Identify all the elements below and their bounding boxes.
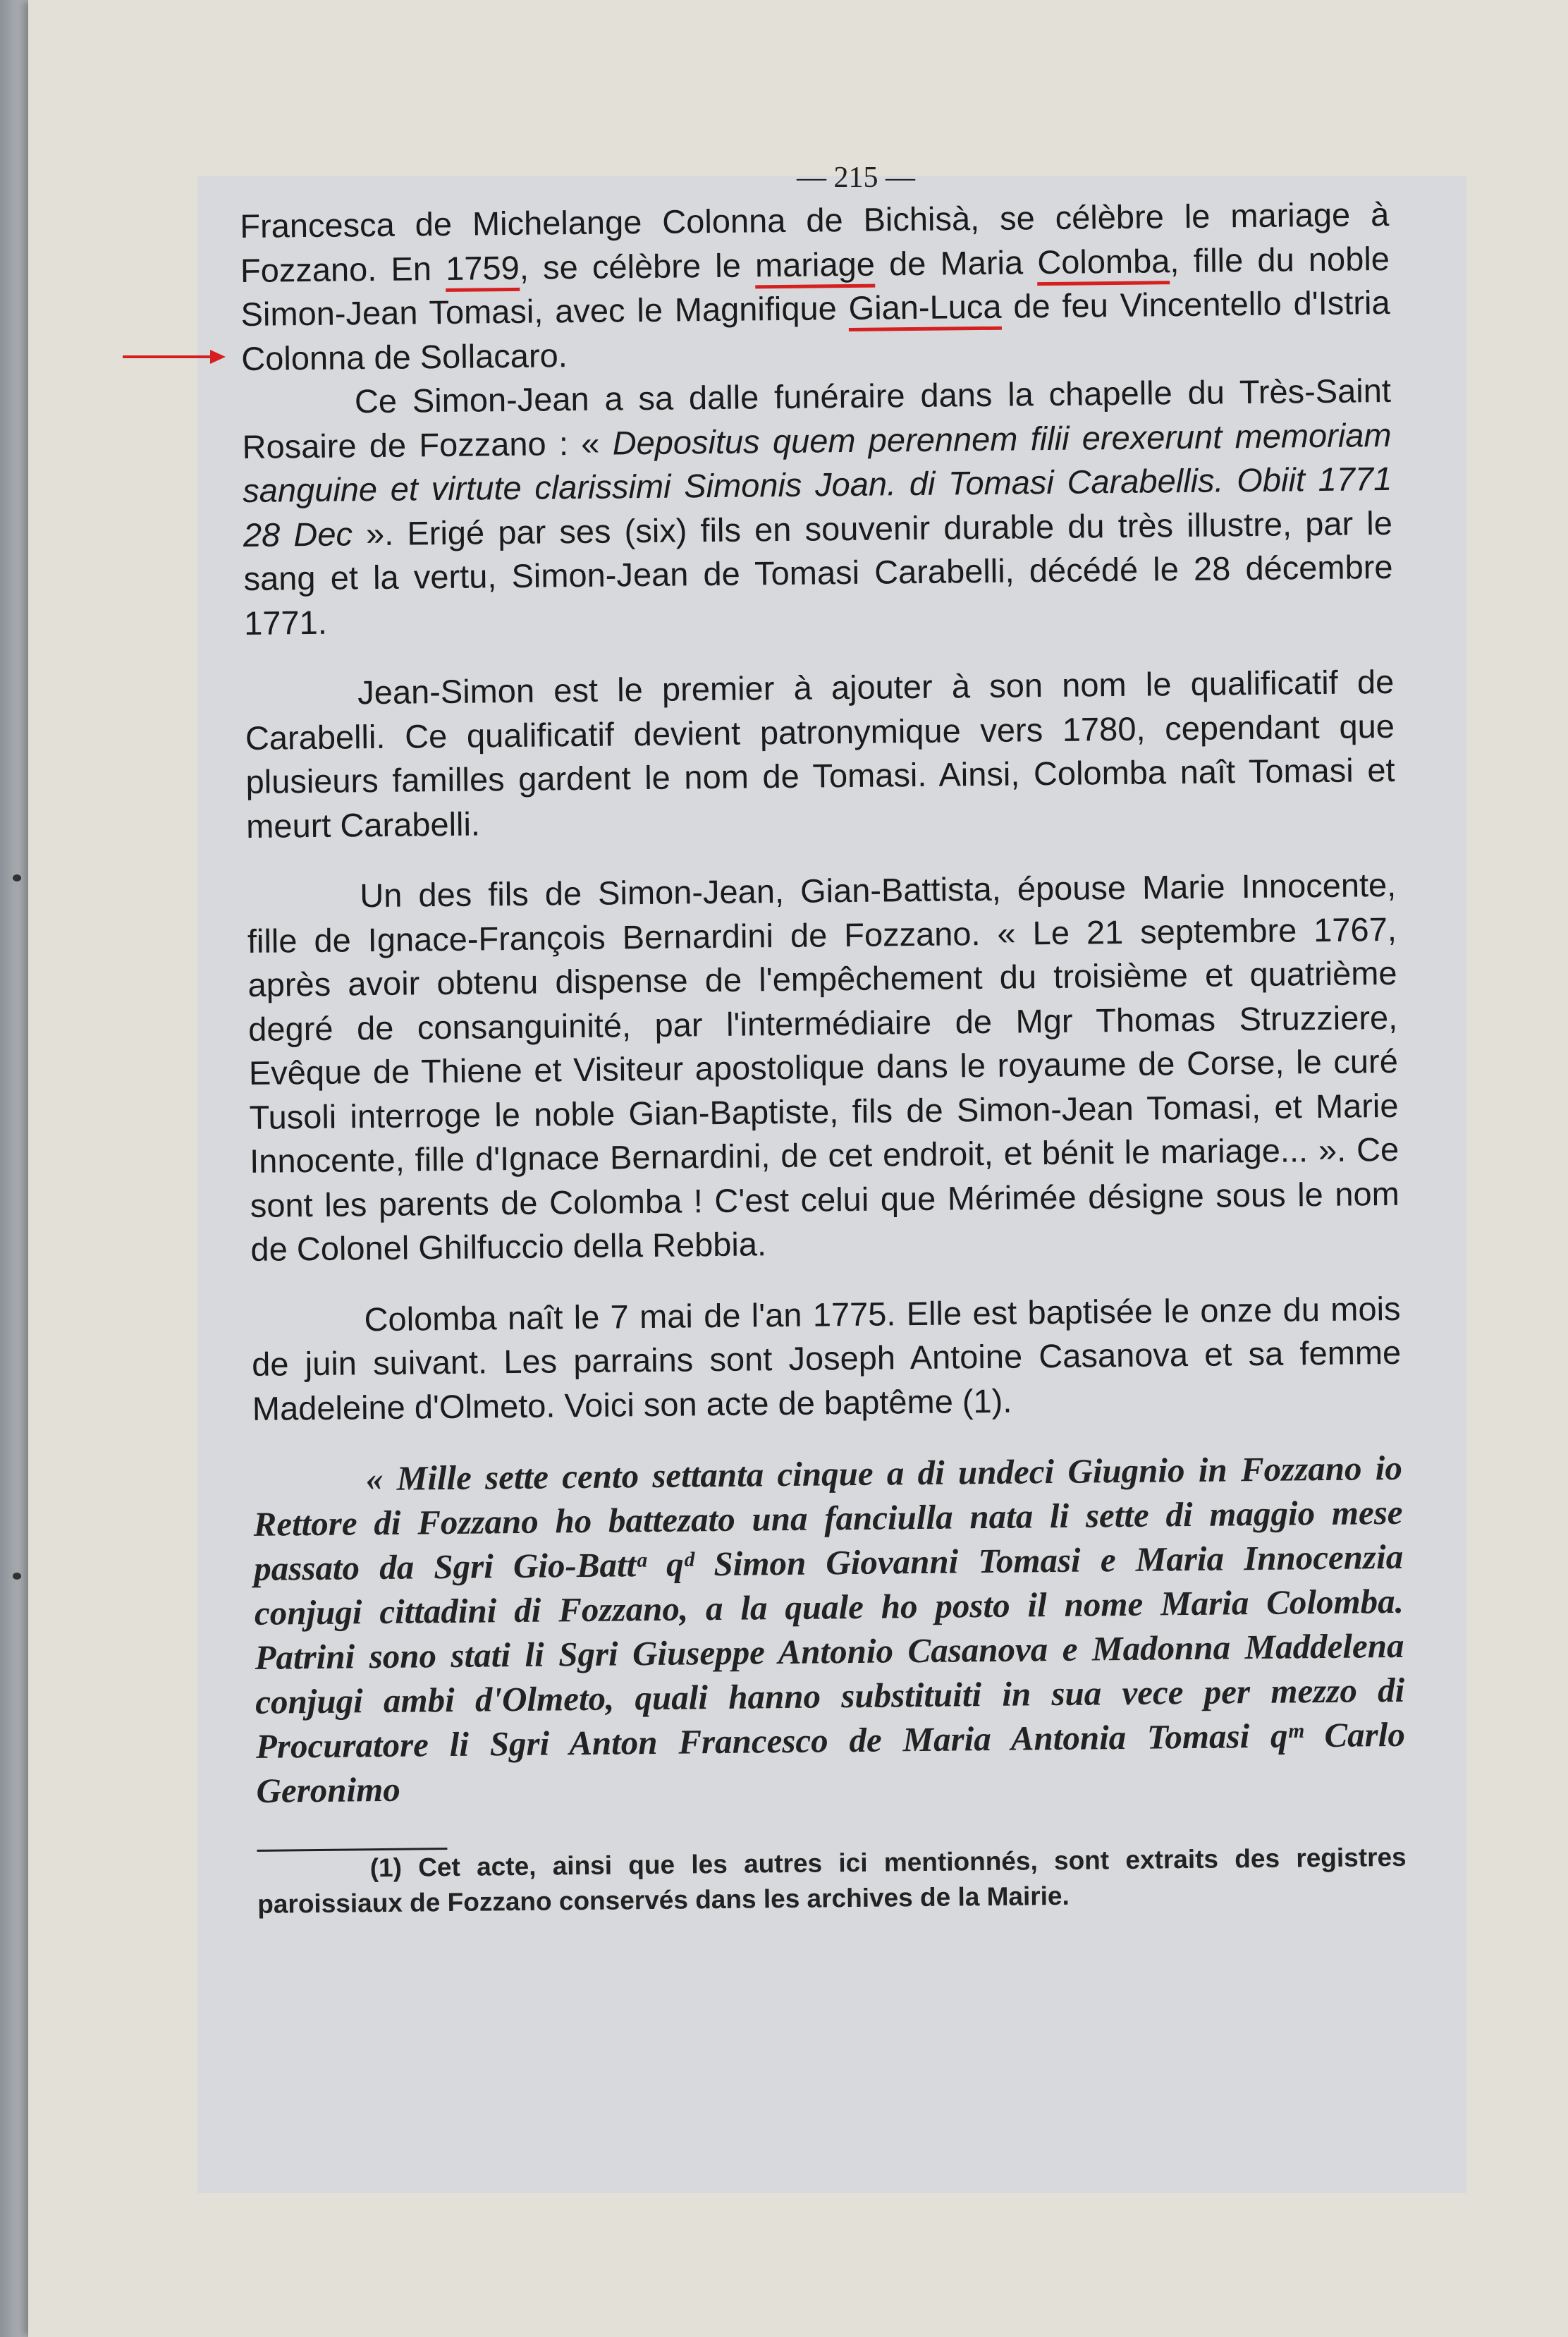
page-number: — 215 —	[797, 161, 915, 194]
underlined-colomba: Colomba	[1037, 242, 1170, 286]
underlined-mariage: mariage	[755, 245, 875, 288]
paragraph-1: Francesca de Michelange Colonna de Bichisà, se célèbre le mariage à Fozzano. En 1759, se célèbre le mariage de Maria Colomba, fille du noble Simon-Jean Tomasi, avec le Magnifique Gian-Luca de feu Vincentello d'Istria Colonna de Sollacaro.	[240, 195, 1390, 377]
underlined-gian-luca: Gian-Luca	[848, 288, 1001, 331]
paragraph-5: Colomba naît le 7 mai de l'an 1775. Elle est baptisée le onze du mois de juin suivant. Les parrains sont Joseph Antoine Casanova et sa femme Madeleine d'Olmeto. Voici son acte de baptême (1).	[251, 1289, 1402, 1427]
paragraph-3: Jean-Simon est le premier à ajouter à son nom le qualificatif de Carabelli. Ce qualificatif devient patronymique vers 1780, cependant que plusieurs familles gardent le nom de Tomasi. Ainsi, Colomba naît Tomasi et meurt Carabelli.	[245, 662, 1395, 845]
paragraph-4: Un des fils de Simon-Jean, Gian-Battista, épouse Marie Innocente, fille de Ignace-François Bernardini de Fozzano. « Le 21 septembre 1767, après avoir obtenu dispense de l'empêchement du troisième et quatrième degré de consanguinité, par l'intermédiaire de Mgr Thomas Struzziere, Evêque de Thiene et Visiteur apostolique dans le royaume de Corse, le curé Tusoli interroge le noble Gian-Baptiste, fils de Simon-Jean Tomasi, et Marie Innocente, fille d'Ignace Bernardini, de cet endroit, et bénit le mariage... ». Ce sont les parents de Colomba ! C'est celui que Mérimée désigne sous le nom de Colonel Ghilfuccio della Rebbia.	[247, 865, 1400, 1268]
binding-hole	[13, 1573, 21, 1580]
red-arrow-icon	[121, 343, 227, 371]
latin-inscription: Depositus quem perennem filii erexerunt memoriam sanguine et virtute clarissimi Simonis Joan. di Tomasi Carabellis. Obiit 1771 28 Dec	[242, 415, 1392, 554]
paragraph-2: Ce Simon-Jean a sa dalle funéraire dans la chapelle du Très-Saint Rosaire de Fozzano : « Depositus quem perennem filii erexerunt memoriam sanguine et virtute clarissimi Simonis Joan. di Tomasi Carabellis. Obiit 1771 28 Dec ». Erigé par ses (six) fils en souvenir durable du très illustre, par le sang et la vertu, Simon-Jean de Tomasi Carabelli, décédé le 28 décembre 1771.	[242, 371, 1393, 642]
footnote: (1) Cet acte, ainsi que les autres ici mentionnés, sont extraits des registres paroissiaux de Fozzano conservés dans les archives de la Mairie.	[257, 1842, 1407, 1919]
binding-hole	[13, 874, 21, 881]
page-text	[240, 193, 1407, 1922]
underlined-year: 1759	[446, 248, 520, 291]
binding-edge	[0, 0, 28, 2337]
baptism-record-quote: « Mille sette cento settanta cinque a di undeci Giugnio in Fozzano io Rettore di Fozzano ho battezato una fanciulla nata li sette di maggio mese passato da Sgri Gio-Battᵃ qᵈ Simon Giovanni Tomasi e Maria Innocenzia conjugi cittadini di Fozzano, a la quale ho posto il nome Maria Colomba. Patrini sono stati li Sgri Giuseppe Antonio Casanova e Madonna Maddelena conjugi ambi d'Olmeto, quali hanno substituiti in sua vece per mezzo di Procuratore li Sgri Anton Francesco de Maria Antonia Tomasi qᵐ Carlo Geronimo	[253, 1448, 1406, 1810]
